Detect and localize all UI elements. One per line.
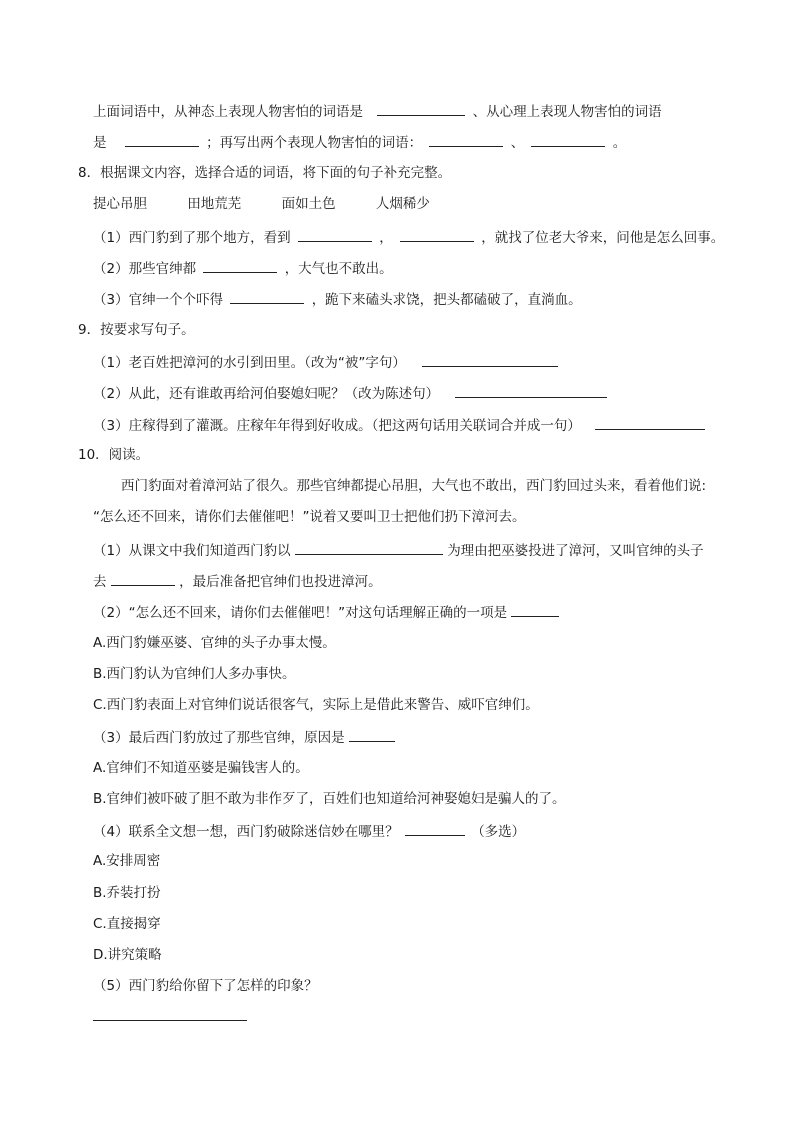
answer-line[interactable] <box>93 1006 247 1026</box>
question-9-sub-2 <box>93 383 610 403</box>
question-9-sub-1 <box>93 352 561 372</box>
option-c[interactable]: C.西门豹表面上对官绅们说话很客气，实际上是借此来警告、威吓官绅们。 <box>93 697 539 713</box>
answer-blank[interactable] <box>429 132 503 147</box>
text: ；再写出两个表现人物害怕的词语： <box>206 135 423 151</box>
question-8-sub-3 <box>93 289 582 309</box>
answer-blank[interactable] <box>531 132 605 147</box>
question-9-sub-3 <box>93 415 708 435</box>
text: ，就找了位老大爷来，问他是怎么回事。 <box>481 230 725 246</box>
text: （1）从课文中我们知道西门豹以 <box>93 543 291 559</box>
answer-blank[interactable] <box>111 571 175 586</box>
option-a[interactable]: A.官绅们不知道巫婆是骗钱害人的。 <box>93 760 309 776</box>
question-8-options <box>93 195 466 213</box>
question-8-sub-1 <box>93 227 724 247</box>
text: （4）联系全文想一想，西门豹破除迷信妙在哪里？ <box>93 824 399 840</box>
option-a[interactable]: A.安排周密 <box>93 853 161 869</box>
question-10-sub-5: （5）西门豹给你留下了怎样的印象？ <box>93 978 318 994</box>
text: （3）庄稼得到了灌溉。庄稼年年得到好收成。（把这两句话用关联词合并成一句） <box>93 418 581 434</box>
question-9-stem: 9．按要求写句子。 <box>78 322 195 338</box>
answer-blank[interactable] <box>295 540 443 555</box>
option-b[interactable]: B.乔装打扮 <box>93 885 161 901</box>
text: ，大气也不敢出。 <box>284 261 393 277</box>
option-b[interactable]: B.官绅们被吓破了胆不敢为非作歹了，百姓们也知道给河神娶媳妇是骗人的了。 <box>93 791 566 807</box>
word-option: 田地荒芜 <box>187 196 242 212</box>
answer-blank[interactable] <box>125 132 199 147</box>
text: （2）“怎么还不回来，请你们去催催吧！”对这句话理解正确的一项是 <box>93 605 508 621</box>
question-10-sub-3 <box>93 727 395 747</box>
passage-line-1: 西门豹面对着漳河站了很久。那些官绅都提心吊胆，大气也不敢出，西门豹回过头来，看着他们说: <box>121 478 707 494</box>
text: 。 <box>612 135 627 151</box>
continuation-line-1 <box>93 101 662 121</box>
answer-blank[interactable] <box>349 727 395 742</box>
text: （3）官绅一个个吓得 <box>93 292 224 308</box>
text: 去 <box>93 574 107 590</box>
text: 为理由把巫婆投进了漳河，又叫官绅的头子 <box>447 543 704 559</box>
option-d[interactable]: D.讲究策略 <box>93 947 162 963</box>
question-10-sub-2 <box>93 602 559 622</box>
option-c[interactable]: C.直接揭穿 <box>93 916 161 932</box>
continuation-line-2 <box>93 132 626 152</box>
answer-blank[interactable] <box>377 101 465 116</box>
word-option: 面如土色 <box>281 196 336 212</box>
text: （1）老百姓把漳河的水引到田里。（改为“被”字句） <box>93 355 406 371</box>
question-8-stem: 8．根据课文内容，选择合适的词语，将下面的句子补充完整。 <box>78 165 452 181</box>
passage-line-2: “怎么还不回来，请你们去催催吧！”说着又要叫卫士把他们扔下漳河去。 <box>93 509 526 525</box>
answer-blank[interactable] <box>298 227 372 242</box>
option-a[interactable]: A.西门豹嫌巫婆、官绅的头子办事太慢。 <box>93 635 336 651</box>
answer-blank[interactable] <box>400 227 474 242</box>
answer-blank[interactable] <box>93 1006 247 1021</box>
answer-blank[interactable] <box>455 383 607 398</box>
answer-blank[interactable] <box>203 258 277 273</box>
text: （2）从此，还有谁敢再给河伯娶媳妇呢？（改为陈述句） <box>93 386 440 402</box>
word-option: 人烟稀少 <box>375 196 430 212</box>
text: （2）那些官绅都 <box>93 261 197 277</box>
question-10-sub-4 <box>93 821 525 841</box>
answer-blank[interactable] <box>422 352 558 367</box>
question-10-sub-1 <box>93 540 704 560</box>
text: （1）西门豹到了那个地方，看到 <box>93 230 291 246</box>
answer-blank[interactable] <box>595 415 705 430</box>
question-10-sub-1-cont <box>93 571 382 591</box>
option-b[interactable]: B.西门豹认为官绅们人多办事快。 <box>93 666 296 682</box>
question-10-stem: 10．阅读。 <box>78 447 150 463</box>
text: （3）最后西门豹放过了那些官绅，原因是 <box>93 730 345 746</box>
answer-blank[interactable] <box>230 289 304 304</box>
question-8-sub-2 <box>93 258 393 278</box>
answer-blank[interactable] <box>405 821 465 836</box>
text: 、从心理上表现人物害怕的词语 <box>472 104 662 120</box>
text: 上面词语中，从神态上表现人物害怕的词语是 <box>93 104 363 120</box>
text: 是 <box>93 135 107 151</box>
word-option: 提心吊胆 <box>93 196 147 212</box>
answer-blank[interactable] <box>511 602 559 617</box>
text: （多选） <box>471 824 526 840</box>
text: ，最后准备把官绅们也投进漳河。 <box>179 574 382 590</box>
text: 、 <box>510 135 525 151</box>
text: ， <box>379 230 393 246</box>
text: ，跪下来磕头求饶，把头都磕破了，直淌血。 <box>311 292 582 308</box>
